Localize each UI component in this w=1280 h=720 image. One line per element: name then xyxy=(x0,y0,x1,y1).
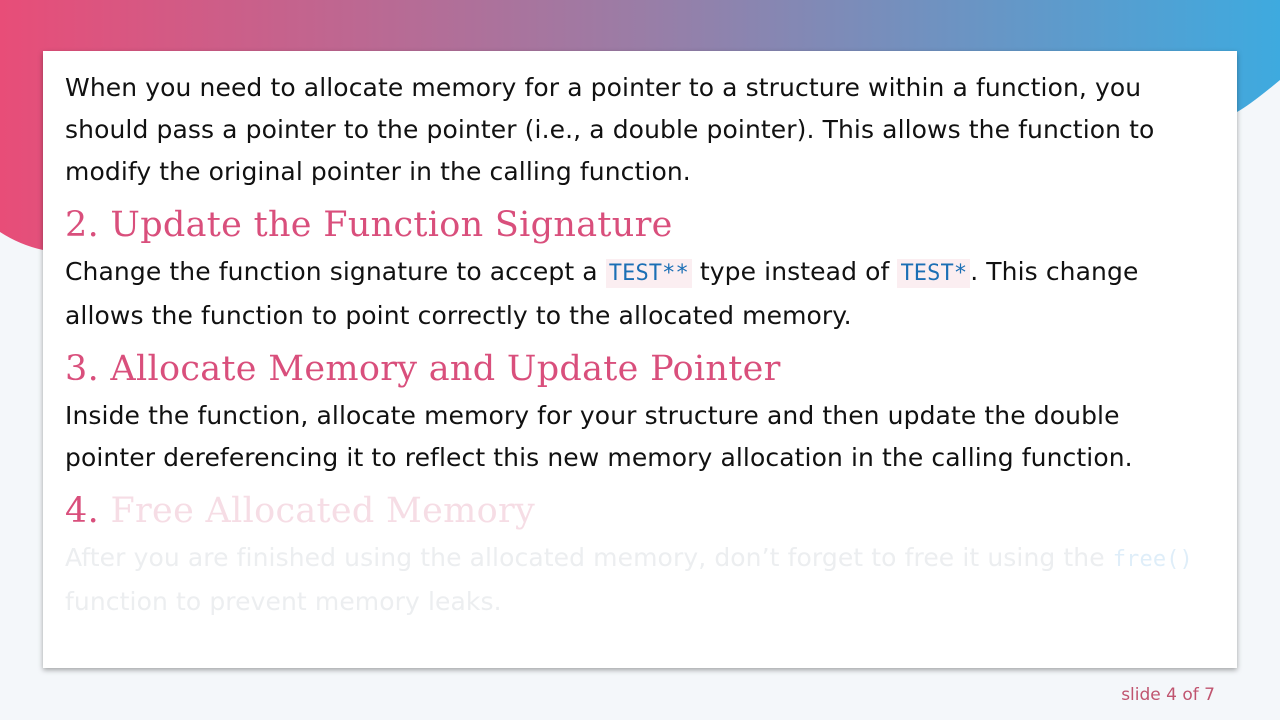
section-2-heading: 2. Update the Function Signature xyxy=(65,205,673,245)
slide-indicator: slide 4 of 7 xyxy=(1121,685,1215,705)
section-2-paragraph xyxy=(65,251,1215,337)
section-4-heading xyxy=(65,485,1215,537)
section-2-text-after: . This change allows the function to point correctly to the allocated memory. xyxy=(65,257,1139,330)
section-4-title: Free Allocated Memory xyxy=(110,491,536,531)
intro-paragraph: When you need to allocate memory for a pointer to a structure within a function, you should pass a pointer to the pointer (i.e., a double pointer). This allows the function to modify the original pointer in the calling function. xyxy=(65,73,1155,186)
code-free: free() xyxy=(1112,547,1193,572)
section-3-paragraph: Inside the function, allocate memory for your structure and then update the double pointer dereferencing it to reflect this new memory allocation in the calling function. xyxy=(65,401,1133,472)
section-4-number: 4. xyxy=(65,491,99,531)
code-test-pointer: TEST* xyxy=(897,259,970,288)
section-2-text-before: Change the function signature to accept a xyxy=(65,257,606,286)
section-2-text-middle: type instead of xyxy=(691,257,898,286)
content-card xyxy=(43,51,1237,668)
code-test-double-pointer: TEST** xyxy=(606,259,692,288)
section-4-text-after: function to prevent memory leaks. xyxy=(65,587,502,616)
section-4-paragraph xyxy=(65,537,1215,623)
section-3-heading: 3. Allocate Memory and Update Pointer xyxy=(65,349,781,389)
section-4-text-before: After you are finished using the allocated memory, don’t forget to free it using the xyxy=(65,543,1113,572)
